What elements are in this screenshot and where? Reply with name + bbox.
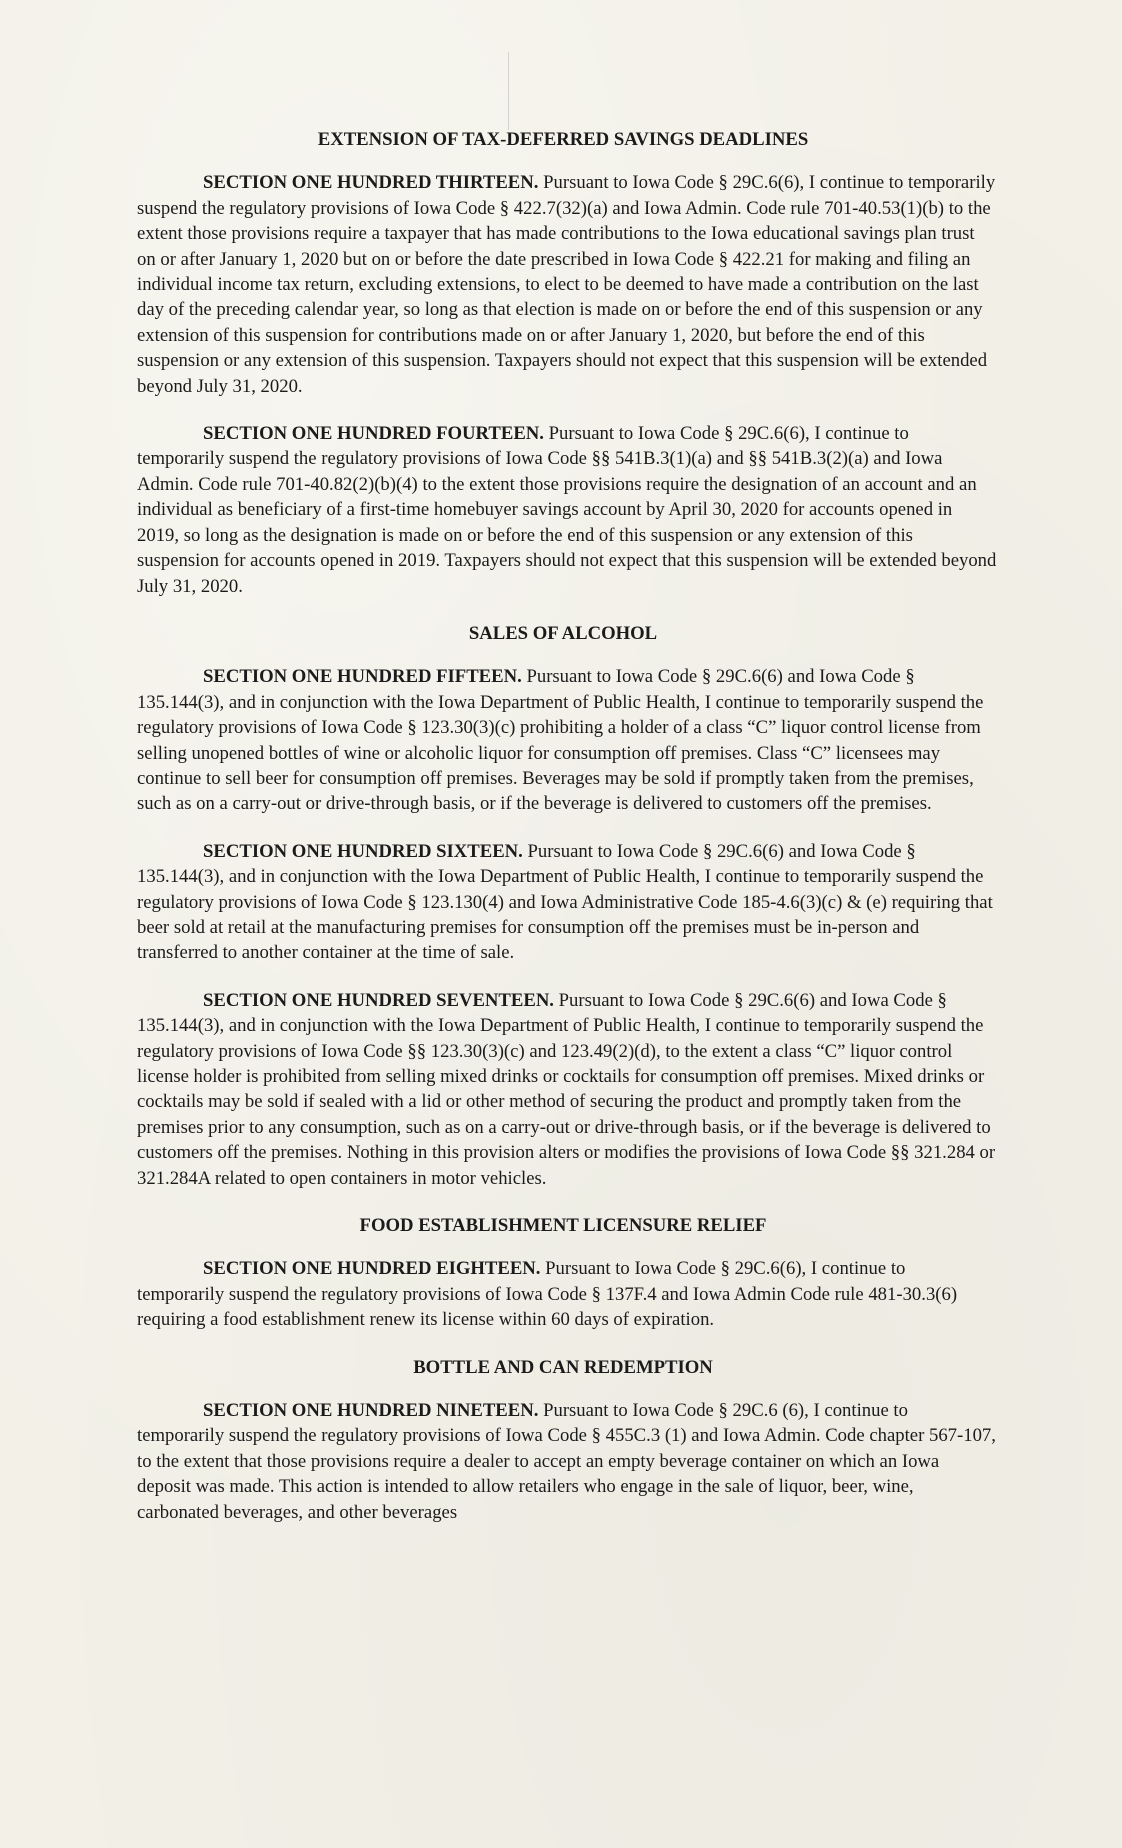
section-body: Pursuant to Iowa Code § 29C.6(6) and Iowa Code § 135.144(3), and in conjunction with the Iowa Department of Public Health, I continue to temporarily suspend the regulatory provisions of Iowa Code § 123.130(4) and Iowa Administrative Code 185-4.6(3)(c) & (e) requiring that beer sold at retail at the manufacturing premises for consumption off the premises must be in-person and transferred to another container at the time of sale. — [137, 840, 993, 964]
heading-tax-deferred-savings: EXTENSION OF TAX-DEFERRED SAVINGS DEADLINES — [317, 129, 809, 150]
section-body: Pursuant to Iowa Code § 29C.6 (6), I continue to temporarily suspend the regulatory provisions of Iowa Code § 455C.3 (1) and Iowa Admin. Code chapter 567-107, to the extent that those provisions require a dealer to accept an empty beverage container on which an Iowa deposit was made. This action is intended to allow retailers who engage in the sale of liquor, beer, wine, carbonated beverages, and other beverages — [137, 1400, 996, 1523]
section-title: SECTION ONE HUNDRED FOURTEEN. — [203, 423, 544, 445]
section-title: SECTION ONE HUNDRED EIGHTEEN. — [203, 1258, 541, 1280]
fold-mark — [508, 52, 509, 130]
section-title: SECTION ONE HUNDRED THIRTEEN. — [203, 172, 539, 194]
section-body: Pursuant to Iowa Code § 29C.6(6), I continue to temporarily suspend the regulatory provisions of Iowa Code § 422.7(32)(a) and Iowa Admin. Code rule 701-40.53(1)(b) to the extent those provisions require a taxpayer that has made contributions to the Iowa educational savings plan trust on or after January 1, 2020 but on or before the date prescribed in Iowa Code § 422.21 for making and filing an individual income tax return, excluding extensions, to elect to be deemed to have made a contribution on the last day of the preceding calendar year, so long as that election is made on or before the end of this suspension or any extension of this suspension for contributions made on or after January 1, 2020, but before the end of this suspension or any extension of this suspension. Taxpayers should not expect that this suspension will be extended beyond July 31, 2020. — [137, 172, 996, 397]
section-title: SECTION ONE HUNDRED SIXTEEN. — [203, 840, 523, 862]
section-title: SECTION ONE HUNDRED FIFTEEN. — [203, 666, 522, 688]
heading-sales-of-alcohol: SALES OF ALCOHOL — [468, 622, 658, 644]
document-body — [137, 127, 997, 1547]
section-114 — [137, 421, 997, 599]
section-body: Pursuant to Iowa Code § 29C.6(6), I continue to temporarily suspend the regulatory provisions of Iowa Code § 137F.4 and Iowa Admin Code rule 481-30.3(6) requiring a food establishment renew its license within 60 days of expiration. — [137, 1258, 958, 1331]
section-116 — [137, 839, 997, 966]
heading-bottle-and-can: BOTTLE AND CAN REDEMPTION — [413, 1356, 713, 1378]
section-117 — [137, 988, 997, 1191]
section-118 — [137, 1256, 997, 1332]
section-113 — [137, 170, 997, 399]
section-119 — [137, 1398, 997, 1525]
section-title: SECTION ONE HUNDRED SEVENTEEN. — [203, 989, 554, 1011]
section-body: Pursuant to Iowa Code § 29C.6(6) and Iowa Code § 135.144(3), and in conjunction with the Iowa Department of Public Health, I continue to temporarily suspend the regulatory provisions of Iowa Code §§ 123.30(3)(c) and 123.49(2)(d), to the extent a class “C” liquor control license holder is prohibited from selling mixed drinks or cocktails for consumption off premises. Mixed drinks or cocktails may be sold if sealed with a lid or other method of securing the product and promptly taken from the premises prior to any consumption, such as on a carry-out or drive-through basis, or if the beverage is delivered to customers off the premises. Nothing in this provision alters or modifies the provisions of Iowa Code §§ 321.284 or 321.284A related to open containers in motor vehicles. — [137, 989, 996, 1189]
section-title: SECTION ONE HUNDRED NINETEEN. — [203, 1400, 539, 1422]
section-115 — [137, 664, 997, 816]
heading-food-establishment: FOOD ESTABLISHMENT LICENSURE RELIEF — [359, 1215, 767, 1237]
section-body: Pursuant to Iowa Code § 29C.6(6) and Iowa Code § 135.144(3), and in conjunction with the Iowa Department of Public Health, I continue to temporarily suspend the regulatory provisions of Iowa Code § 123.30(3)(c) prohibiting a holder of a class “C” liquor control license from selling unopened bottles of wine or alcoholic liquor for consumption off premises. Class “C” licensees may continue to sell beer for consumption off premises. Beverages may be sold if promptly taken from the premises, such as on a carry-out or drive-through basis, or if the beverage is delivered to customers off the premises. — [137, 666, 984, 815]
section-body: Pursuant to Iowa Code § 29C.6(6), I continue to temporarily suspend the regulatory provisions of Iowa Code §§ 541B.3(1)(a) and §§ 541B.3(2)(a) and Iowa Admin. Code rule 701-40.82(2)(b)(4) to the extent those provisions require the designation of an account and an individual as beneficiary of a first-time homebuyer savings account by April 30, 2020 for accounts opened in 2019, so long as the designation is made on or before the end of this suspension or any extension of this suspension for accounts opened in 2019. Taxpayers should not expect that this suspension will be extended beyond July 31, 2020. — [137, 423, 997, 597]
